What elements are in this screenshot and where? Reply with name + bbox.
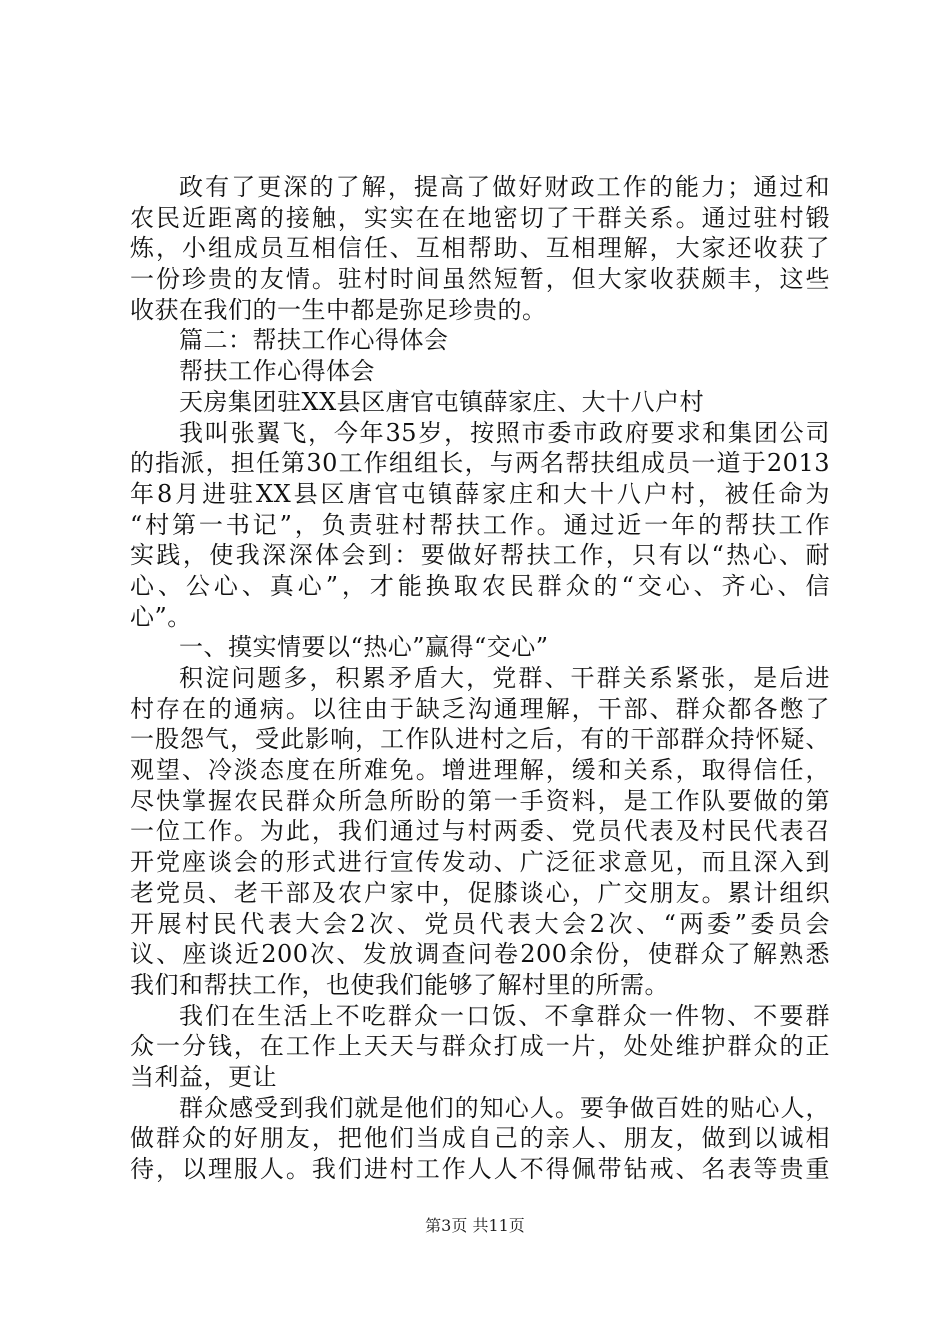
text-line: 心”。 [130, 602, 192, 631]
text-line: 村存在的通病。以往由于缺乏沟通理解，干部、群众都各憋了 [130, 694, 830, 723]
text-line: 炼，小组成员互相信任、互相帮助、互相理解，大家还收获了 [130, 234, 830, 263]
text-line: 尽快掌握农民群众所急所盼的第一手资料，是工作队要做的第 [130, 786, 830, 815]
text-line: 积淀问题多，积累矛盾大，党群、干群关系紧张，是后进 [179, 664, 830, 692]
text-line: 我叫张翼飞，今年35岁，按照市委市政府要求和集团公司 [179, 418, 830, 447]
text-line: 观望、冷淡态度在所难免。增进理解，缓和关系，取得信任， [130, 756, 830, 785]
page-footer: 第3页 共11页 [425, 1216, 525, 1235]
text-line: 实践，使我深深体会到：要做好帮扶工作，只有以“热心、耐 [130, 541, 830, 570]
text-line: 帮扶工作心得体会 [179, 357, 375, 386]
text-line: 当利益，更让 [130, 1062, 277, 1091]
text-line: 群众感受到我们就是他们的知心人。要争做百姓的贴心人， [179, 1093, 830, 1122]
text-line: 众一分钱，在工作上天天与群众打成一片，处处维护群众的正 [130, 1032, 830, 1061]
text-line: 我们和帮扶工作，也使我们能够了解村里的所需。 [130, 970, 669, 999]
text-line: 我们在生活上不吃群众一口饭、不拿群众一件物、不要群 [179, 1001, 830, 1030]
text-line: 年8月进驻XX县区唐官屯镇薛家庄和大十八户村，被任命为 [130, 479, 830, 508]
text-line: 开党座谈会的形式进行宣传发动、广泛征求意见，而且深入到 [130, 848, 830, 877]
text-line: 收获在我们的一生中都是弥足珍贵的。 [130, 295, 547, 324]
text-line: 开展村民代表大会2次、党员代表大会2次、“两委”委员会 [130, 909, 830, 938]
text-line: 的指派，担任第30工作组组长，与两名帮扶组成员一道于2013 [130, 449, 830, 478]
text-line: 一股怨气，受此影响，工作队进村之后，有的干部群众持怀疑、 [130, 725, 830, 754]
text-line: 篇二：帮扶工作心得体会 [179, 326, 449, 355]
text-line: 做群众的好朋友，把他们当成自己的亲人、朋友，做到以诚相 [130, 1124, 830, 1153]
text-line: “村第一书记”，负责驻村帮扶工作。通过近一年的帮扶工作 [130, 510, 830, 539]
text-line: 一位工作。为此，我们通过与村两委、党员代表及村民代表召 [130, 817, 830, 846]
text-line: 天房集团驻XX县区唐官屯镇薛家庄、大十八户村 [179, 387, 705, 416]
document-body [130, 172, 830, 1185]
text-line: 待，以理服人。我们进村工作人人不得佩带钻戒、名表等贵重 [130, 1155, 830, 1183]
text-line: 政有了更深的了解，提高了做好财政工作的能力；通过和 [179, 173, 830, 201]
text-line: 老党员、老干部及农户家中，促膝谈心，广交朋友。累计组织 [130, 878, 830, 907]
text-line: 心、公心、真心”，才能换取农民群众的“交心、齐心、信 [130, 571, 830, 600]
text-line: 议、座谈近200次、发放调查问卷200余份，使群众了解熟悉 [130, 940, 830, 969]
text-line: 一份珍贵的友情。驻村时间虽然短暂，但大家收获颇丰，这些 [130, 265, 830, 294]
text-line: 农民近距离的接触，实实在在地密切了干群关系。通过驻村锻 [130, 203, 830, 232]
text-line: 一、摸实情要以“热心”赢得“交心” [179, 633, 549, 662]
